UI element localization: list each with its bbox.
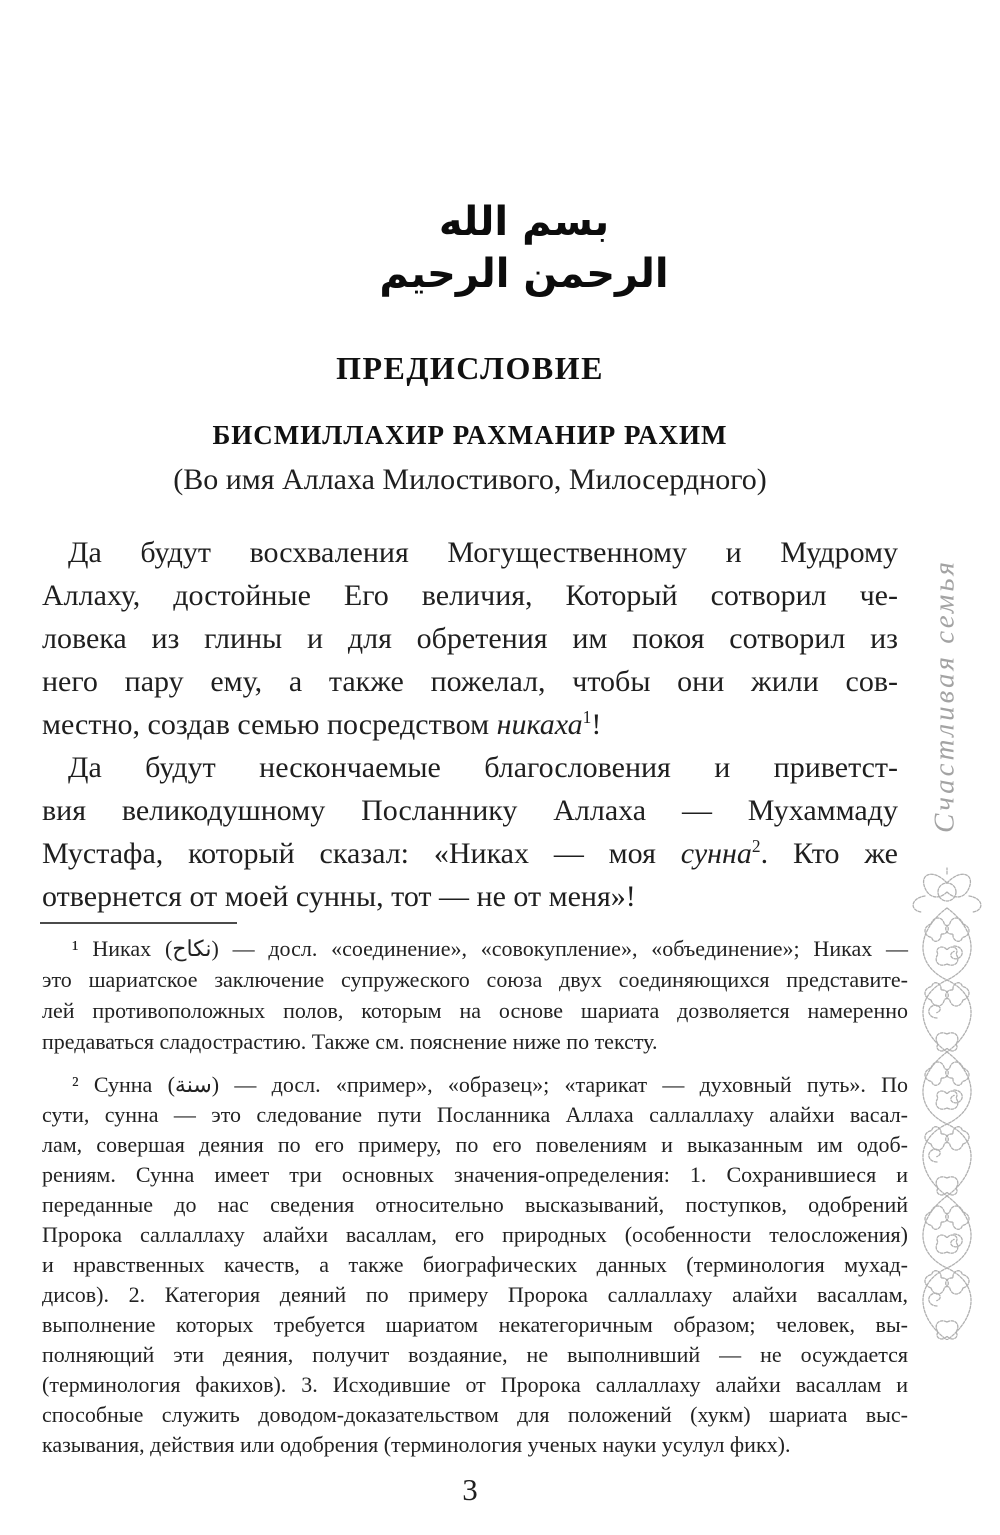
term-sunnah: сунна <box>680 837 752 870</box>
text-line: лам, совершая деяния по его примеру, по его повелениям и выказанным им одоб- <box>42 1132 908 1157</box>
text-line: (терминология факихов). 3. Исходившие от Пророка саллаллаху алайхи васаллам и <box>42 1372 908 1397</box>
text-line <box>42 703 898 746</box>
text-line: дисов). 2. Категория деяний по примеру Пророка саллаллаху алайхи васаллам, <box>42 1282 908 1307</box>
footnote-ref-1: 1 <box>582 707 592 727</box>
text-line: сути, сунна — это следование пути Посланника Аллаха саллаллаху алайхи васал- <box>42 1102 908 1127</box>
footnote-1 <box>42 933 908 1057</box>
text-line: способные служить доводом-доказательством для положений (хукм) шариата выс- <box>42 1402 908 1427</box>
text-line: переданные до нас сведения относительно высказываний, поступков, одобрений <box>42 1192 908 1217</box>
sidebar-book-title <box>903 518 987 874</box>
text-line: предаваться сладострастию. Также см. пояснение ниже по тексту. <box>42 1029 658 1054</box>
text-line: полняющий эти деяния, получит воздаяние, не выполнивший — не осуждается <box>42 1342 908 1367</box>
basmala-transliteration: БИСМИЛЛАХИР РАХМАНИР РАХИМ <box>212 420 728 450</box>
paragraph-2 <box>42 746 898 918</box>
text-line: ¹ Никах (نكاح) — досл. «соединение», «совокупление», «объединение»; Никах — <box>72 936 908 961</box>
text-line: отвернется от моей сунны, тот — не от меня»! <box>42 880 636 913</box>
text-line: выполнение которых требуется шариатом некатегоричным образом; человек, вы- <box>42 1312 908 1337</box>
text-line: Да будут восхваления Могущественному и Мудрому <box>68 536 898 569</box>
text-run: местно, создав семью посредством <box>42 708 497 741</box>
basmala-translation: (Во имя Аллаха Милостивого, Милосердного) <box>173 463 767 496</box>
text-line: Аллаху, достойные Его величия, Который сотворил че- <box>42 579 898 612</box>
text-line: ловека из глины и для обретения им покоя сотворил из <box>42 622 898 655</box>
sidebar-book-title-text: Счастливая семья <box>928 558 961 834</box>
term-nikah: никаха <box>496 708 583 741</box>
text-line: казывания, действия или одобрения (терминология ученых науки усулул фикх). <box>42 1432 791 1457</box>
text-line: и нравственных качеств, а также биографических данных (терминология мухад- <box>42 1252 908 1277</box>
text-run: ! <box>591 708 602 741</box>
floral-ornament <box>901 866 993 1340</box>
text-line: Пророка саллаллаху алайхи васаллам, его природных (особенности телосложения) <box>42 1222 908 1247</box>
text-line: вия великодушному Посланнику Аллаха — Мухаммаду <box>42 794 898 827</box>
ornament-finial <box>913 868 981 912</box>
text-line: рениям. Сунна имеет три основных значения-определения: 1. Сохранившиеся и <box>42 1162 908 1187</box>
page-number: 3 <box>462 1472 478 1507</box>
page-title: ПРЕДИСЛОВИЕ <box>336 350 604 386</box>
text-line <box>42 832 898 875</box>
bismillah-calligraphy: بسم الله الرحمن الرحيم <box>379 199 669 297</box>
text-run: Мустафа, который сказал: «Никах — моя <box>42 837 681 870</box>
text-line: это шариатское заключение супружеского союза двух соединяющихся представите- <box>42 967 908 992</box>
footnote-separator <box>40 922 237 924</box>
text-line: ² Сунна (سنة) — досл. «пример», «образец»; «тарикат — духовный путь». По <box>72 1072 909 1097</box>
footnote-ref-2: 2 <box>751 836 761 856</box>
text-line: лей противоположных полов, которым на основе шариата дозволяется намеренно <box>42 998 908 1023</box>
text-line: него пару ему, а также пожелал, чтобы они жили сов- <box>42 665 898 698</box>
footnote-2 <box>42 1070 908 1460</box>
text-line: Да будут нескончаемые благословения и приветст- <box>68 751 898 784</box>
paragraph-1 <box>42 531 898 746</box>
text-run: . Кто же <box>760 837 898 870</box>
